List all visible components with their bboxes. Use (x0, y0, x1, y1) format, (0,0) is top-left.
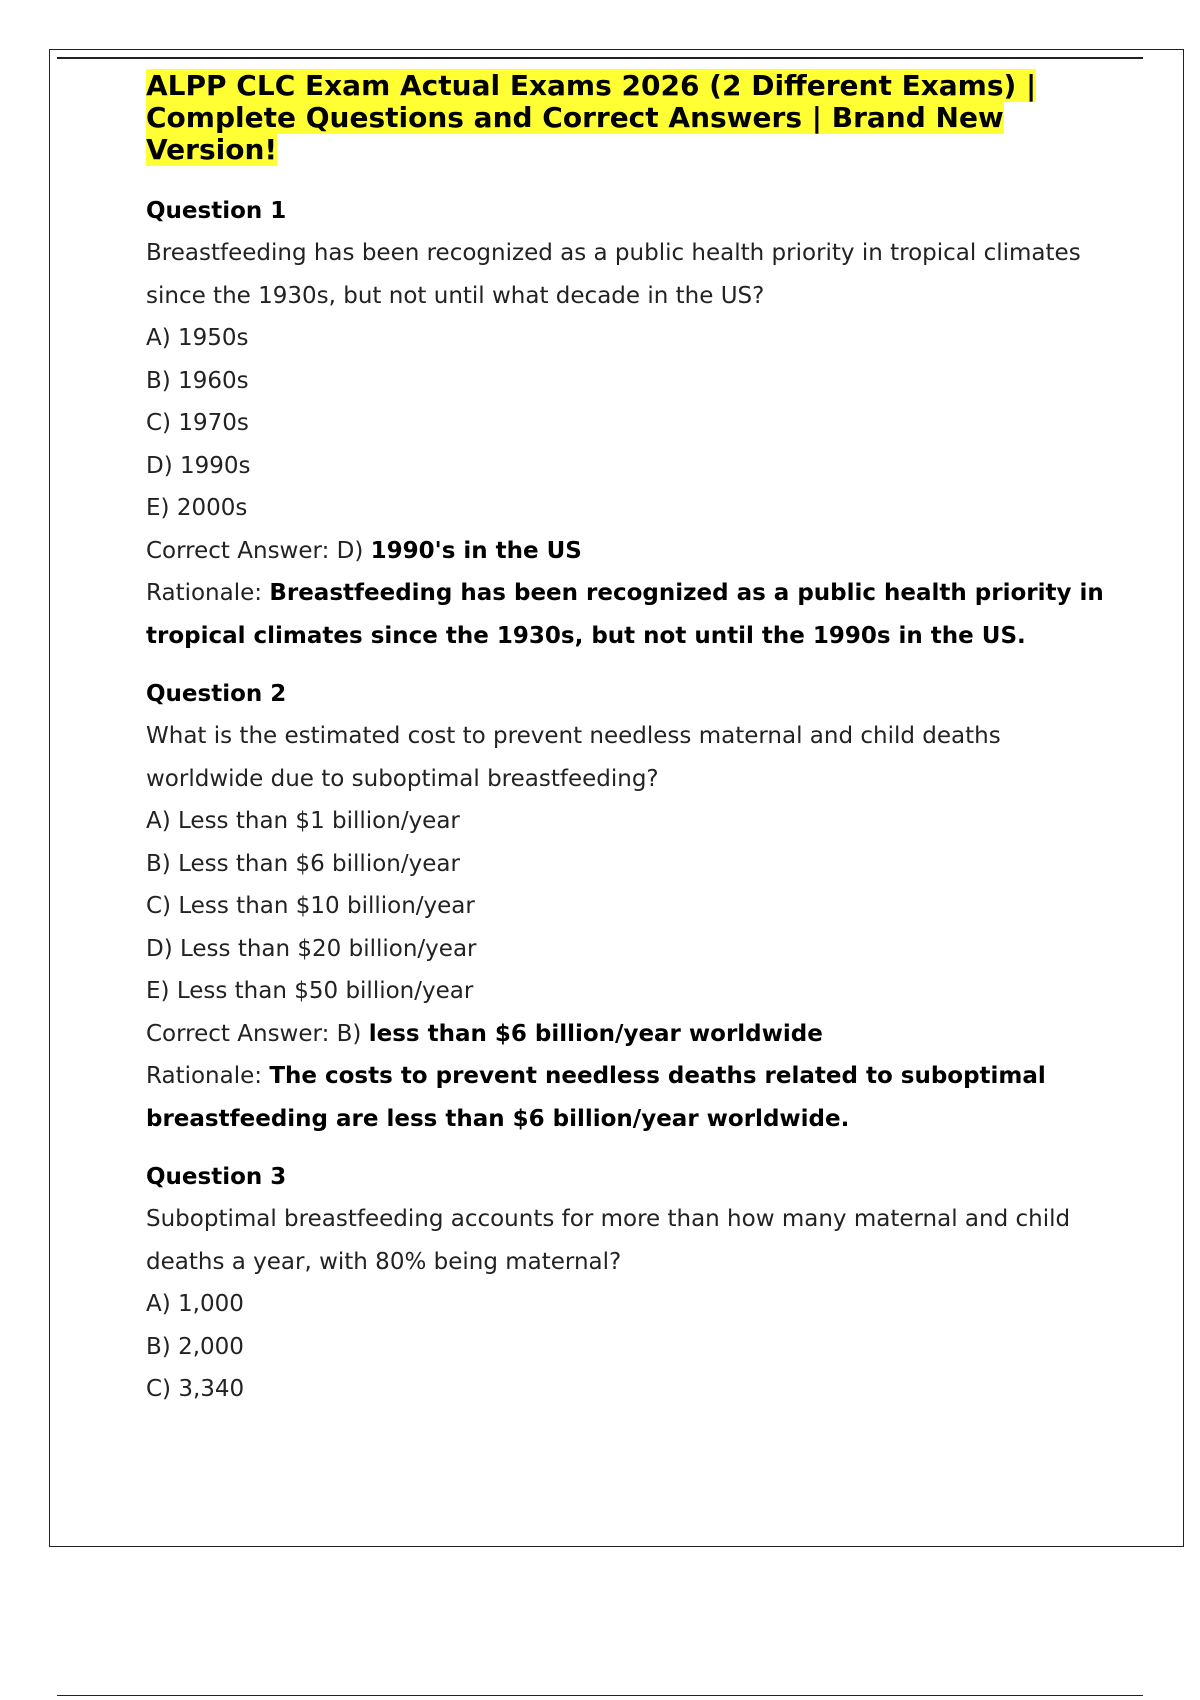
question-1 (146, 190, 1106, 657)
correct-answer-label: Correct Answer: (146, 537, 330, 564)
question-heading: Question 1 (146, 198, 287, 224)
answer-option-e: E) Less than $50 billion/year (146, 978, 474, 1004)
answer-option-c: C) Less than $10 billion/year (146, 893, 475, 919)
rationale-text: Breastfeeding has been recognized as a public health priority in tropical climates since the 1930s, but not until the 1990s in the US. (146, 580, 1104, 649)
correct-answer-label: Correct Answer: (146, 1020, 330, 1047)
footer-rule (57, 1695, 1143, 1696)
rationale (146, 572, 1106, 657)
rationale (146, 1055, 1106, 1140)
answer-option-a: A) 1950s (146, 325, 249, 351)
correct-answer (146, 530, 1106, 573)
answer-option-a: A) Less than $1 billion/year (146, 808, 460, 834)
correct-answer-text: less than $6 billion/year worldwide (368, 1020, 823, 1047)
correct-answer-letter: B) (336, 1020, 362, 1047)
document-title: ALPP CLC Exam Actual Exams 2026 (2 Different Exams) | Complete Questions and Correct Answers | Brand New Version! (146, 69, 1037, 166)
answer-option-c: C) 3,340 (146, 1376, 245, 1402)
header-rule (57, 57, 1143, 59)
answer-option-d: D) Less than $20 billion/year (146, 935, 477, 962)
question-2 (146, 673, 1106, 1140)
answer-option-d: D) 1990s (146, 452, 251, 479)
question-text: What is the estimated cost to prevent needless maternal and child deaths worldwide due to suboptimal breastfeeding? (146, 723, 1001, 792)
answer-option-c: C) 1970s (146, 410, 249, 436)
correct-answer-letter: D) (336, 537, 364, 564)
rationale-text: The costs to prevent needless deaths related to suboptimal breastfeeding are less than $6 billion/year worldwide. (146, 1063, 1046, 1132)
answer-option-b: B) 1960s (146, 367, 249, 394)
answer-option-e: E) 2000s (146, 495, 248, 521)
question-text: Breastfeeding has been recognized as a public health priority in tropical climates since the 1930s, but not until what decade in the US? (146, 240, 1081, 309)
question-heading: Question 2 (146, 681, 287, 707)
question-heading: Question 3 (146, 1164, 287, 1190)
rationale-label: Rationale: (146, 580, 263, 606)
answer-option-a: A) 1,000 (146, 1291, 244, 1317)
answer-option-b: B) Less than $6 billion/year (146, 850, 460, 877)
correct-answer (146, 1013, 1106, 1056)
correct-answer-text: 1990's in the US (370, 537, 582, 564)
document-body (146, 70, 1106, 1427)
question-3 (146, 1156, 1106, 1411)
answer-option-b: B) 2,000 (146, 1333, 244, 1360)
rationale-label: Rationale: (146, 1063, 263, 1089)
question-text: Suboptimal breastfeeding accounts for more than how many maternal and child deaths a year, with 80% being maternal? (146, 1206, 1071, 1275)
